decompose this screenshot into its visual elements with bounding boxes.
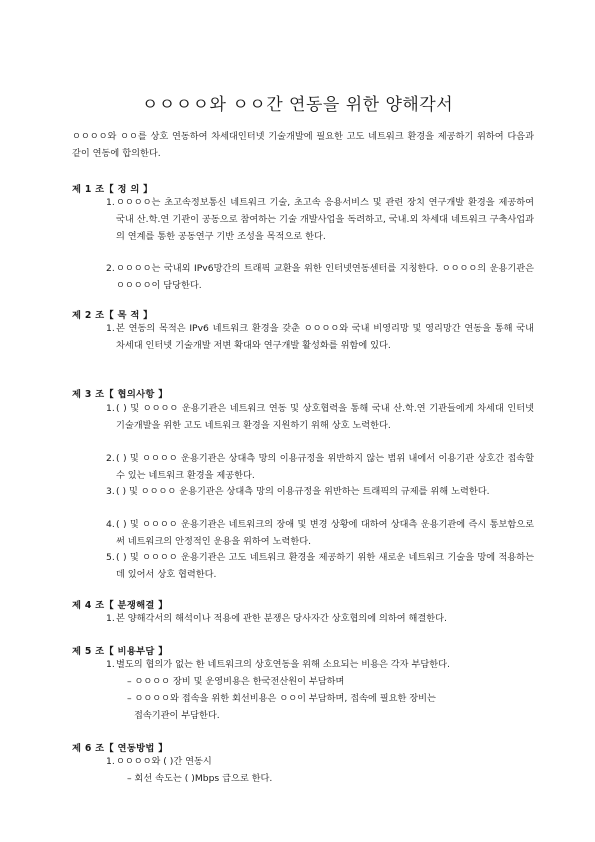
article-2-item-1 [106, 320, 534, 354]
article-5-heading: 제 5 조【 비용부담 】 [72, 646, 168, 657]
article-5-sub-1: – ㅇㅇㅇㅇ 장비 및 운영비용은 한국전산원이 부담하며 [127, 676, 345, 687]
document-title: ㅇㅇㅇㅇ와 ㅇㅇ간 연동을 위한 양해각서 [141, 95, 454, 115]
item-number: 1. [106, 403, 115, 414]
item-text: 본 양해각서의 해석이나 적용에 관한 분쟁은 당사자간 상호협의에 의하여 해결한다. [116, 613, 447, 624]
item-number: 1. [106, 323, 115, 334]
article-6-sub-1: – 회선 속도는 ( )Mbps 급으로 한다. [127, 773, 273, 784]
article-1-item-1 [106, 194, 534, 245]
item-number: 4. [106, 519, 115, 530]
article-3-item-2 [106, 450, 534, 484]
item-text: ( ) 및 ㅇㅇㅇㅇ 운용기관은 상대측 망의 이용규정을 위반하지 않는 범위 내에서 이용기관 상호간 접속할 수 있는 네트워크 환경을 제공한다. [116, 453, 534, 481]
article-6-heading: 제 6 조【 연동방법 】 [72, 743, 168, 754]
item-number: 1. [106, 756, 115, 767]
item-text: ㅇㅇㅇㅇ와 ( )간 연동시 [116, 756, 212, 767]
article-3-item-1 [106, 400, 534, 434]
item-text: ( ) 및 ㅇㅇㅇㅇ 운용기관은 상대측 망의 이용규정을 위반하는 트래픽의 규제를 위해 노력한다. [116, 486, 490, 497]
article-5-item-1 [106, 656, 534, 673]
article-3-heading: 제 3 조【 협의사항 】 [72, 389, 168, 400]
article-3-item-4 [106, 516, 534, 550]
intro-paragraph: ㅇㅇㅇㅇ와 ㅇㅇ를 상호 연동하여 차세대인터넷 기술개발에 필요한 고도 네트워크 환경을 제공하기 위하여 다음과 같이 연동에 합의한다. [72, 131, 534, 159]
article-4-item-1 [106, 610, 534, 627]
article-1-item-2 [106, 260, 534, 294]
article-6-item-1 [106, 753, 534, 770]
article-5-sub-2: – ㅇㅇㅇㅇ와 접속을 위한 회선비용은 ㅇㅇ이 부담하며, 접속에 필요한 장비는 [127, 693, 436, 704]
item-text: ( ) 및 ㅇㅇㅇㅇ 운용기관은 네트워크 연동 및 상호협력을 통해 국내 산.학.연 기관들에게 차세대 인터넷 기술개발을 위한 고도 네트워크 환경을 지원하기 위해 상호 노력한다. [116, 403, 534, 431]
article-1-heading: 제 1 조【 정 의 】 [72, 184, 153, 195]
item-number: 1. [106, 613, 115, 624]
item-text: ( ) 및 ㅇㅇㅇㅇ 운용기관은 고도 네트워크 환경을 제공하기 위한 새로운 네트워크 기술을 망에 적용하는데 있어서 상호 협력한다. [116, 552, 534, 580]
item-text: ㅇㅇㅇㅇ는 국내외 IPv6망간의 트래픽 교환을 위한 인터넷연동센터를 지칭한다. ㅇㅇㅇㅇ의 운용기관은 ㅇㅇㅇㅇ이 담당한다. [116, 263, 534, 291]
article-3-item-5 [106, 549, 534, 583]
item-number: 3. [106, 486, 115, 497]
item-text: 별도의 협의가 없는 한 네트워크의 상호연동을 위해 소요되는 비용은 각자 부담한다. [116, 659, 450, 670]
item-text: ㅇㅇㅇㅇ는 초고속정보통신 네트워크 기술, 초고속 응용서비스 및 관련 장치 연구개발 환경을 제공하여 국내 산.학.연 기관이 공동으로 참여하는 기술 개발사업을 독려하고, 국내.외 차세대 네트워크 구축사업과의 연계를 통한 공동연구 기반 조성을 목적으로 한다. [116, 197, 534, 242]
item-number: 5. [106, 552, 115, 563]
article-5-sub-3: 접속기관이 부담한다. [134, 710, 220, 721]
item-text: ( ) 및 ㅇㅇㅇㅇ 운용기관은 네트워크의 장애 및 변경 상황에 대하여 상대측 운용기관에 즉시 통보함으로써 네트워크의 안정적인 운용을 위하여 노력한다. [116, 519, 534, 547]
item-text: 본 연동의 목적은 IPv6 네트워크 환경을 갖춘 ㅇㅇㅇㅇ와 국내 비영리망 및 영리망간 연동을 통해 국내 차세대 인터넷 기술개발 저변 확대와 연구개발 활성화를 위함에 있다. [116, 323, 534, 351]
item-number: 2. [106, 453, 115, 464]
item-number: 1. [106, 659, 115, 670]
article-2-heading: 제 2 조【 목 적 】 [72, 310, 153, 321]
article-3-item-3 [106, 483, 534, 500]
item-number: 1. [106, 197, 115, 208]
item-number: 2. [106, 263, 115, 274]
article-4-heading: 제 4 조【 분쟁해결 】 [72, 600, 168, 611]
